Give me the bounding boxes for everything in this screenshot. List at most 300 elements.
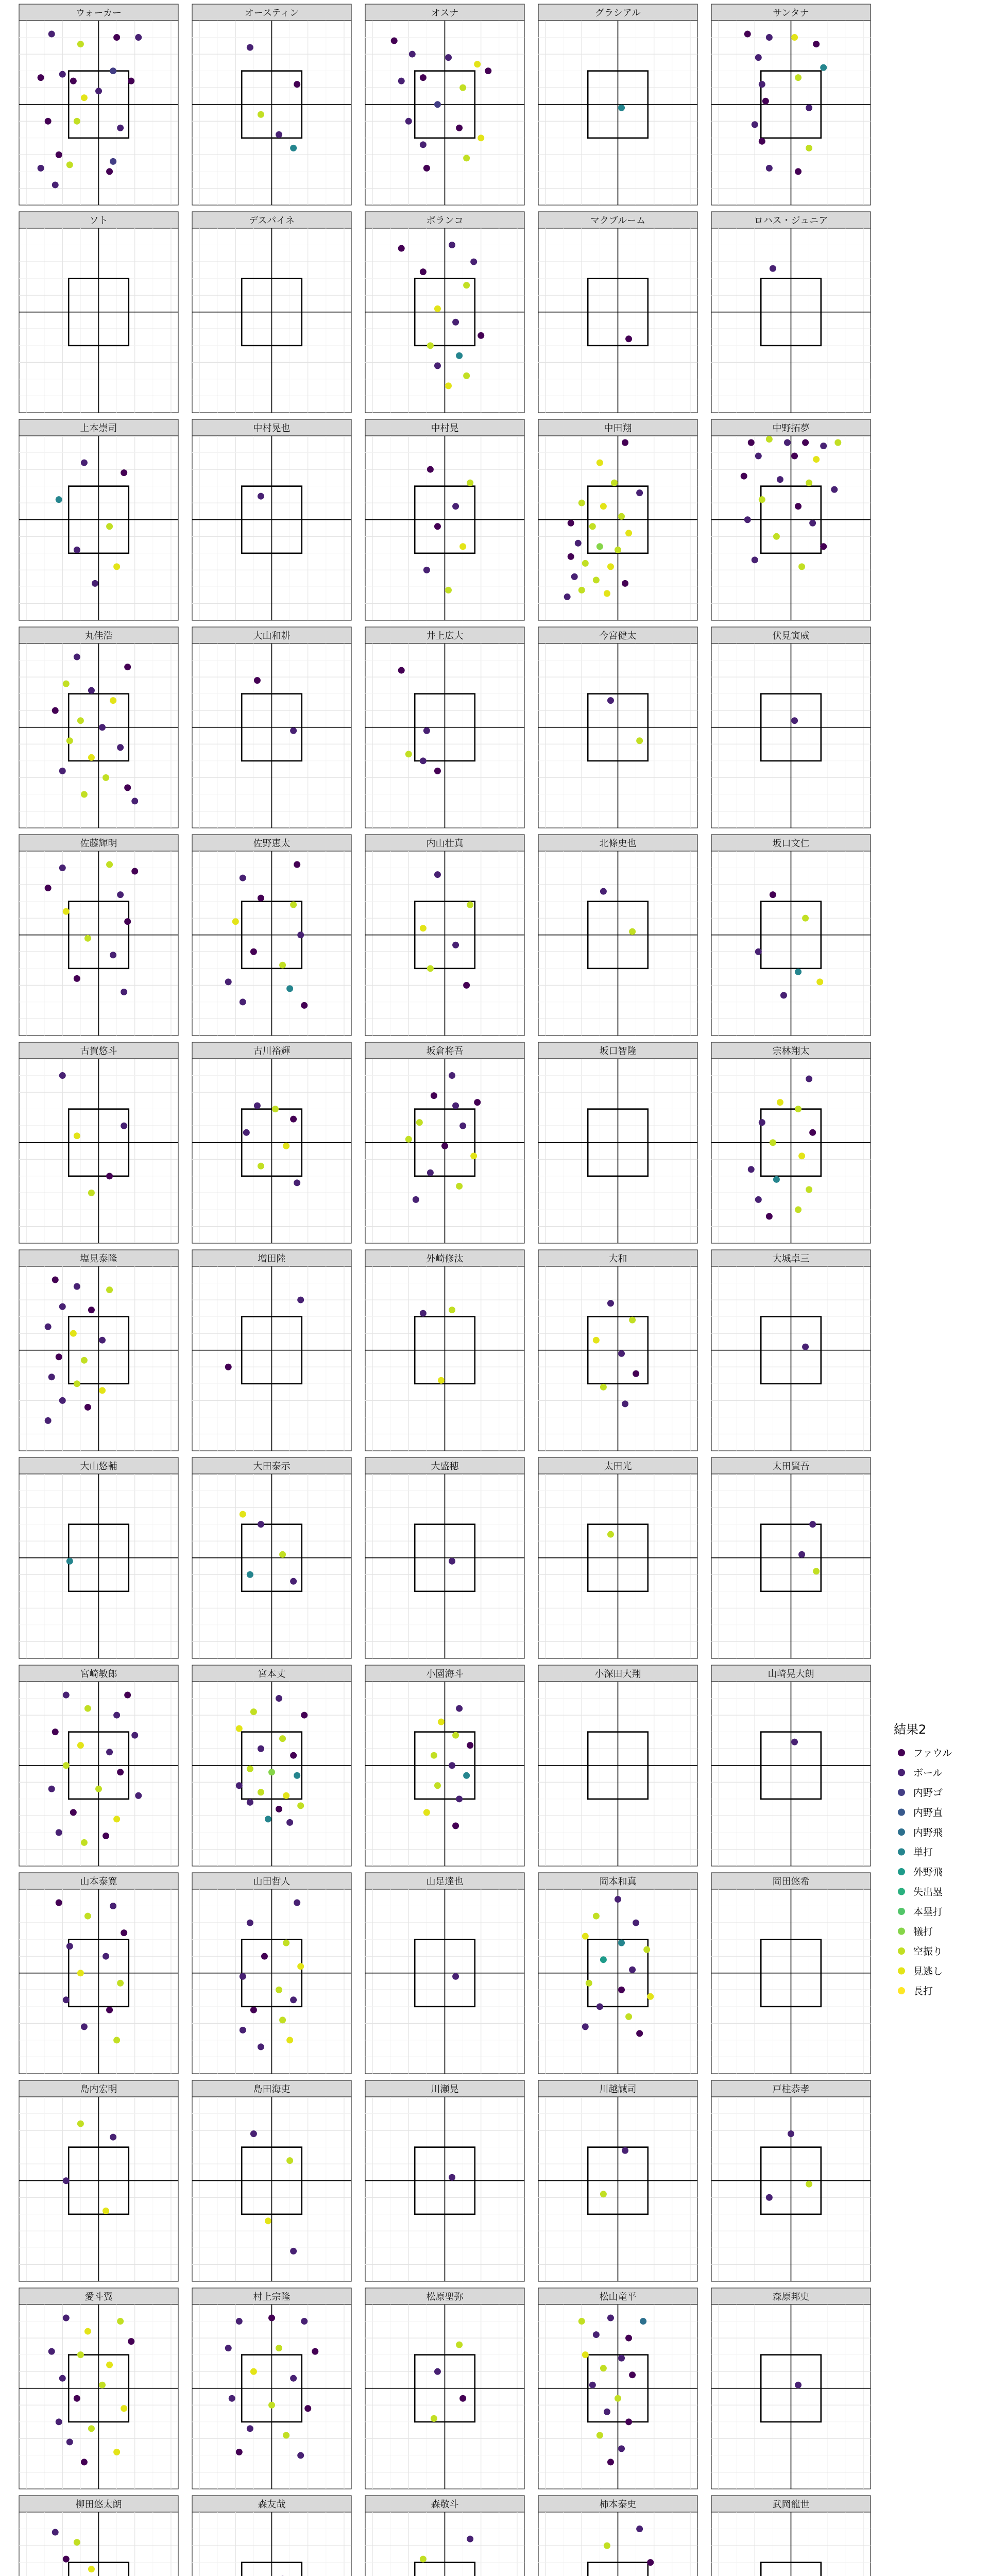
data-point xyxy=(391,38,398,44)
data-point xyxy=(791,453,798,460)
data-point xyxy=(773,533,780,540)
data-point xyxy=(294,861,300,868)
data-point xyxy=(820,443,827,449)
facet-panel xyxy=(192,212,351,413)
data-point xyxy=(449,1307,455,1313)
data-point xyxy=(788,2130,794,2137)
data-point xyxy=(398,78,405,84)
legend-label: 内野直 xyxy=(913,1807,943,1819)
data-point xyxy=(258,1521,264,1528)
data-point xyxy=(258,1163,264,1170)
facet-panel xyxy=(538,212,697,413)
data-point xyxy=(423,165,430,172)
data-point xyxy=(286,2157,293,2164)
data-point xyxy=(110,952,116,958)
data-point xyxy=(225,1364,232,1370)
legend-swatch xyxy=(898,1849,905,1856)
data-point xyxy=(247,1766,253,1772)
data-point xyxy=(258,895,264,902)
data-point xyxy=(463,982,470,989)
data-point xyxy=(106,2007,113,2013)
data-point xyxy=(452,503,459,510)
data-point xyxy=(294,1772,300,1779)
data-point xyxy=(636,2526,643,2532)
data-point xyxy=(283,1792,289,1799)
data-point xyxy=(578,500,585,506)
data-point xyxy=(48,1786,55,1792)
panel-title: 愛斗翼 xyxy=(84,2292,113,2302)
data-point xyxy=(806,145,812,151)
panel-title: 中村晃 xyxy=(431,423,459,434)
facet-panels xyxy=(19,4,871,2576)
data-point xyxy=(45,118,52,125)
data-point xyxy=(103,1953,109,1960)
data-point xyxy=(755,1196,762,1203)
facet-panel xyxy=(365,627,524,828)
data-point xyxy=(88,2566,95,2572)
data-point xyxy=(615,1896,621,1903)
data-point xyxy=(113,563,120,570)
panel-title: 松原聖弥 xyxy=(426,2292,464,2302)
data-point xyxy=(636,489,643,496)
data-point xyxy=(283,1143,289,1149)
facet-panel xyxy=(538,2080,697,2281)
facet-panel xyxy=(365,2288,524,2489)
data-points xyxy=(791,717,798,724)
data-point xyxy=(741,473,747,480)
data-point xyxy=(301,1712,308,1719)
legend-label: 内野ゴ xyxy=(913,1787,943,1799)
data-point xyxy=(478,134,484,141)
facet-panel xyxy=(538,2288,697,2489)
data-point xyxy=(582,560,589,567)
data-point xyxy=(607,563,614,570)
data-point xyxy=(81,1357,88,1364)
data-point xyxy=(45,885,52,891)
data-point xyxy=(250,2130,257,2137)
data-point xyxy=(770,891,776,898)
data-point xyxy=(795,2382,802,2388)
data-point xyxy=(816,978,823,985)
data-point xyxy=(304,2405,311,2412)
data-point xyxy=(427,466,434,473)
data-point xyxy=(456,1183,463,1190)
data-point xyxy=(52,1277,59,1283)
data-point xyxy=(802,439,809,446)
data-point xyxy=(762,98,769,105)
facet-panel xyxy=(19,1873,178,2074)
data-point xyxy=(578,587,585,594)
data-point xyxy=(607,1300,614,1307)
data-point xyxy=(294,81,300,88)
data-point xyxy=(420,925,427,931)
data-point xyxy=(59,1397,66,1404)
legend-label: 犠打 xyxy=(913,1926,933,1938)
data-point xyxy=(578,2318,585,2325)
data-point xyxy=(103,2208,109,2214)
facet-panel xyxy=(19,627,178,828)
data-point xyxy=(297,931,304,938)
data-point xyxy=(106,1749,113,1755)
panel-title: 丸佳浩 xyxy=(84,631,113,641)
data-point xyxy=(52,1728,59,1735)
data-point xyxy=(74,547,80,553)
data-point xyxy=(290,1578,297,1585)
panel-title: 宮本丈 xyxy=(258,1669,286,1680)
legend-label: 長打 xyxy=(913,1986,933,1997)
data-point xyxy=(647,2559,654,2566)
data-point xyxy=(63,1762,70,1769)
facet-panel xyxy=(711,4,871,205)
data-point xyxy=(38,165,44,172)
data-point xyxy=(276,1987,282,1993)
panel-title: 大城卓三 xyxy=(772,1253,810,1264)
data-point xyxy=(755,54,762,61)
facet-panel xyxy=(365,2496,524,2576)
data-point xyxy=(254,1103,261,1109)
facet-panel xyxy=(192,419,351,620)
data-point xyxy=(615,547,621,553)
panel-title: 森友哉 xyxy=(258,2499,286,2510)
panel-title: 村上宗隆 xyxy=(253,2292,291,2302)
panel-title: 山足達也 xyxy=(426,1876,464,1887)
data-point xyxy=(63,681,70,687)
data-point xyxy=(593,1913,600,1920)
data-point xyxy=(622,2147,628,2154)
data-point xyxy=(45,1324,52,1330)
data-point xyxy=(131,868,138,875)
facet-panel xyxy=(192,4,351,205)
data-point xyxy=(283,1940,289,1946)
facet-panel xyxy=(538,419,697,620)
panel-title: 今宮健太 xyxy=(599,631,637,641)
data-points xyxy=(258,493,264,500)
facet-panel xyxy=(365,835,524,1036)
data-point xyxy=(294,1179,300,1186)
data-point xyxy=(117,125,124,131)
data-point xyxy=(629,928,636,935)
data-point xyxy=(607,2459,614,2465)
data-point xyxy=(795,969,802,975)
data-point xyxy=(791,1739,798,1745)
data-point xyxy=(795,1206,802,1213)
data-point xyxy=(640,2318,646,2325)
legend-label: ファウル xyxy=(913,1748,952,1759)
facet-panel xyxy=(538,1458,697,1658)
data-point xyxy=(456,1705,463,1712)
panel-title: 外崎修汰 xyxy=(426,1253,464,1264)
data-point xyxy=(225,2345,232,2351)
data-point xyxy=(593,2331,600,2338)
facet-panel xyxy=(538,835,697,1036)
data-point xyxy=(770,265,776,272)
data-point xyxy=(301,1002,308,1009)
data-point xyxy=(88,687,95,694)
panel-title: 太田賢吾 xyxy=(772,1461,810,1472)
data-point xyxy=(564,594,571,600)
legend-swatch xyxy=(898,1809,905,1816)
data-point xyxy=(250,2007,257,2013)
legend-label: 見逃し xyxy=(913,1965,943,1977)
facet-panel xyxy=(538,1665,697,1866)
legend-item xyxy=(898,1966,943,1977)
legend-label: 外野飛 xyxy=(913,1867,943,1878)
data-points xyxy=(618,105,625,111)
data-point xyxy=(110,2134,116,2141)
data-point xyxy=(434,523,441,530)
data-point xyxy=(427,1170,434,1176)
data-point xyxy=(95,1786,102,1792)
data-point xyxy=(74,2395,80,2402)
data-point xyxy=(268,2315,275,2321)
data-point xyxy=(250,2368,257,2375)
facet-panel xyxy=(19,212,178,413)
data-point xyxy=(99,2382,106,2388)
data-point xyxy=(459,84,466,91)
data-point xyxy=(600,503,607,510)
panel-title: 塩見泰隆 xyxy=(80,1253,117,1264)
data-point xyxy=(286,2037,293,2043)
data-point xyxy=(63,2177,70,2184)
data-point xyxy=(48,31,55,38)
data-point xyxy=(405,1136,412,1143)
data-point xyxy=(600,888,607,895)
legend-item xyxy=(898,1748,952,1759)
data-point xyxy=(290,2375,297,2382)
data-point xyxy=(63,2315,70,2321)
panel-title: 井上広大 xyxy=(426,631,464,641)
panel-title: 佐藤輝明 xyxy=(80,838,117,849)
data-point xyxy=(795,168,802,175)
data-point xyxy=(582,2351,589,2358)
data-point xyxy=(77,41,84,47)
data-point xyxy=(92,580,98,587)
data-point xyxy=(59,1303,66,1310)
data-point xyxy=(596,543,603,550)
data-point xyxy=(593,1337,600,1344)
data-point xyxy=(434,362,441,369)
data-point xyxy=(117,744,124,751)
data-point xyxy=(261,1953,268,1960)
data-point xyxy=(420,74,427,81)
legend-item xyxy=(898,1986,933,1997)
data-point xyxy=(600,1956,607,1963)
data-point xyxy=(485,67,491,74)
data-point xyxy=(449,242,455,248)
data-point xyxy=(286,1819,293,1826)
facet-panel xyxy=(192,627,351,828)
data-point xyxy=(59,865,66,871)
data-point xyxy=(99,724,106,731)
facet-panel xyxy=(538,1250,697,1451)
data-point xyxy=(802,1344,809,1350)
data-point xyxy=(117,2318,124,2325)
data-point xyxy=(806,1186,812,1193)
data-points xyxy=(791,1739,798,1745)
facet-panel xyxy=(365,4,524,205)
panel-title: ソト xyxy=(89,215,108,226)
facet-panel xyxy=(19,2080,178,2281)
data-point xyxy=(625,335,632,342)
data-point xyxy=(88,1190,95,1196)
data-point xyxy=(290,2248,297,2255)
legend-swatch xyxy=(898,1987,905,1994)
data-point xyxy=(604,2543,610,2549)
data-point xyxy=(445,54,452,61)
data-point xyxy=(279,1735,286,1742)
data-point xyxy=(66,161,73,168)
data-point xyxy=(59,2375,66,2382)
data-point xyxy=(423,567,430,573)
legend-label: 内野飛 xyxy=(913,1827,943,1838)
panel-title: 柳田悠太朗 xyxy=(75,2499,122,2510)
data-point xyxy=(456,352,463,359)
facet-panel xyxy=(538,627,697,828)
data-point xyxy=(420,2556,427,2563)
facet-panel xyxy=(711,2288,871,2489)
facet-panel xyxy=(538,1873,697,2074)
data-point xyxy=(84,1705,91,1712)
data-point xyxy=(124,784,131,791)
data-point xyxy=(431,1752,437,1759)
data-points xyxy=(452,1973,459,1980)
data-point xyxy=(744,516,751,523)
data-point xyxy=(452,1822,459,1829)
panel-title: 中野拓夢 xyxy=(772,423,810,434)
data-point xyxy=(258,111,264,118)
legend-label: 空振り xyxy=(913,1946,943,1957)
data-point xyxy=(250,1708,257,1715)
data-point xyxy=(59,768,66,774)
data-point xyxy=(103,774,109,781)
panel-title: 中村晃也 xyxy=(253,423,291,434)
legend-item xyxy=(898,1807,943,1819)
facet-panel xyxy=(19,419,178,620)
panel-title: 北條史也 xyxy=(599,838,637,849)
panel-title: 小深田大翔 xyxy=(594,1669,641,1680)
facet-panel xyxy=(711,2496,871,2576)
data-point xyxy=(434,768,441,774)
data-point xyxy=(456,125,463,131)
legend-item xyxy=(898,1906,943,1918)
data-point xyxy=(77,1742,84,1749)
data-point xyxy=(615,2395,621,2402)
data-point xyxy=(247,1571,253,1578)
facet-panel xyxy=(19,1458,178,1658)
data-point xyxy=(431,2415,437,2422)
data-point xyxy=(582,2023,589,2030)
data-point xyxy=(106,1173,113,1179)
data-point xyxy=(52,2529,59,2536)
data-point xyxy=(806,480,812,486)
data-point xyxy=(290,1996,297,2003)
data-point xyxy=(434,101,441,108)
data-point xyxy=(633,1370,639,1377)
data-point xyxy=(290,1752,297,1759)
data-point xyxy=(290,145,297,151)
data-point xyxy=(604,590,610,597)
data-point xyxy=(106,1286,113,1293)
data-point xyxy=(752,556,758,563)
facet-panel xyxy=(19,1042,178,1243)
data-point xyxy=(88,754,95,761)
data-point xyxy=(766,34,773,41)
data-point xyxy=(600,2191,607,2197)
data-point xyxy=(81,791,88,798)
data-point xyxy=(135,1792,142,1799)
data-point xyxy=(438,1719,445,1725)
data-point xyxy=(445,382,452,389)
data-point xyxy=(297,1963,304,1970)
data-point xyxy=(777,476,783,483)
data-point xyxy=(596,2432,603,2438)
data-point xyxy=(607,697,614,704)
data-point xyxy=(795,1106,802,1112)
panel-title: 島田海吏 xyxy=(253,2084,291,2095)
facet-panel xyxy=(711,2080,871,2281)
data-point xyxy=(438,1377,445,1384)
panel-title: 岡田悠希 xyxy=(772,1876,810,1887)
data-point xyxy=(467,1742,473,1749)
facet-panel xyxy=(365,419,524,620)
panel-title: 戸柱恭孝 xyxy=(772,2084,810,2095)
data-point xyxy=(398,667,405,674)
data-point xyxy=(229,2395,235,2402)
data-point xyxy=(74,1283,80,1290)
data-point xyxy=(272,1106,279,1112)
data-point xyxy=(121,469,127,476)
data-point xyxy=(452,1103,459,1109)
data-point xyxy=(117,1769,124,1775)
data-point xyxy=(586,1980,592,1987)
data-point xyxy=(70,1330,77,1337)
data-point xyxy=(463,155,470,161)
data-point xyxy=(290,1116,297,1123)
legend-swatch xyxy=(898,1749,905,1756)
legend-swatch xyxy=(898,1868,905,1875)
legend-items xyxy=(898,1748,952,1997)
data-point xyxy=(128,78,134,84)
data-point xyxy=(474,61,481,67)
data-point xyxy=(449,1558,455,1565)
data-point xyxy=(813,1568,820,1574)
data-point xyxy=(456,2342,463,2348)
data-point xyxy=(81,460,88,466)
data-point xyxy=(48,2348,55,2355)
legend-label: 単打 xyxy=(913,1846,933,1858)
data-point xyxy=(791,34,798,41)
legend-swatch xyxy=(898,1968,905,1975)
legend-title: 結果2 xyxy=(894,1722,927,1737)
data-point xyxy=(463,372,470,379)
data-point xyxy=(636,2030,643,2037)
data-point xyxy=(806,1076,812,1082)
data-point xyxy=(113,2449,120,2455)
data-point xyxy=(600,1384,607,1391)
data-point xyxy=(571,573,578,580)
facet-panel xyxy=(19,4,178,205)
data-point xyxy=(74,975,80,982)
facet-panel xyxy=(365,1458,524,1658)
data-point xyxy=(791,717,798,724)
data-point xyxy=(618,105,625,111)
data-point xyxy=(759,81,765,88)
data-point xyxy=(113,1712,120,1719)
data-point xyxy=(607,2315,614,2321)
data-point xyxy=(56,2418,62,2425)
facet-panel xyxy=(192,835,351,1036)
data-point xyxy=(74,118,80,125)
